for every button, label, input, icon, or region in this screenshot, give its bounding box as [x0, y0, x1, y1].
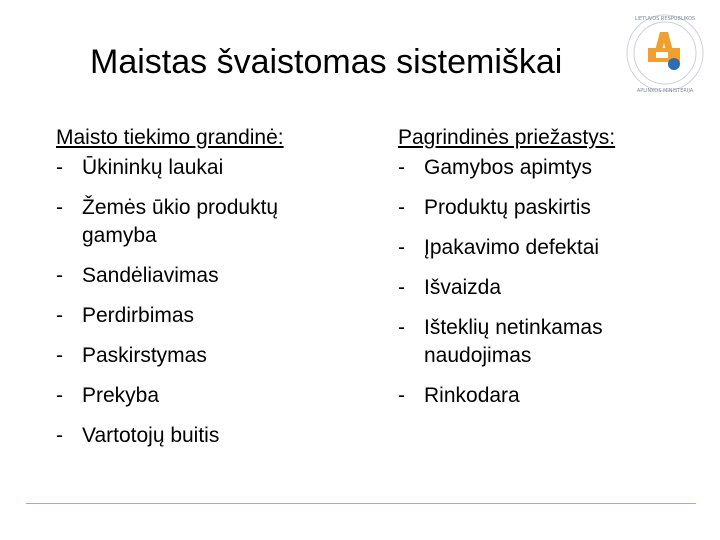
list-item — [56, 194, 356, 250]
list-item — [56, 302, 356, 330]
bullet-dash: - — [398, 236, 405, 259]
bullet-dash: - — [398, 196, 405, 219]
list-item-text: Išvaizda — [424, 276, 502, 299]
list-item-text: Ūkininkų laukai — [82, 156, 224, 179]
list-item — [398, 154, 698, 182]
list-item — [398, 234, 698, 262]
main-causes-column — [398, 124, 698, 422]
list-item — [398, 194, 698, 222]
list-item-text: Gamybos apimtys — [424, 156, 593, 179]
list-item — [398, 274, 698, 302]
bullet-dash: - — [398, 276, 405, 299]
list-item — [398, 314, 698, 370]
bullet-dash: - — [56, 304, 63, 327]
list-item — [56, 154, 356, 182]
bullet-dash: - — [56, 196, 63, 219]
list-item-text: Vartotojų buitis — [82, 424, 220, 447]
list-item-text: Paskirstymas — [82, 344, 207, 367]
list-item-text: Sandėliavimas — [82, 264, 219, 287]
supply-chain-heading: Maisto tiekimo grandinė: — [56, 126, 284, 149]
list-item-text: Produktų paskirtis — [424, 196, 591, 219]
main-causes-heading: Pagrindinės priežastys: — [398, 126, 616, 149]
bullet-dash: - — [398, 384, 405, 407]
list-item-text: Žemės ūkio produktų gamyba — [82, 196, 279, 247]
list-item-text: Įpakavimo defektai — [424, 236, 600, 259]
bullet-dash: - — [56, 264, 63, 287]
bullet-dash: - — [56, 156, 63, 179]
list-item — [56, 342, 356, 370]
ministry-logo — [622, 10, 708, 96]
bullet-dash: - — [398, 316, 405, 339]
list-item-text: Rinkodara — [424, 384, 520, 407]
footer-divider — [26, 503, 696, 504]
supply-chain-column — [56, 124, 356, 462]
bullet-dash: - — [56, 424, 63, 447]
svg-text:APLINKOS MINISTERIJA: APLINKOS MINISTERIJA — [636, 88, 694, 94]
list-item — [56, 382, 356, 410]
list-item — [398, 382, 698, 410]
list-item — [56, 262, 356, 290]
list-item — [56, 422, 356, 450]
svg-text:LIETUVOS RESPUBLIKOS: LIETUVOS RESPUBLIKOS — [634, 16, 696, 22]
list-item-text: Išteklių netinkamas naudojimas — [424, 316, 603, 367]
bullet-dash: - — [56, 384, 63, 407]
list-item-text: Prekyba — [82, 384, 160, 407]
bullet-dash: - — [56, 344, 63, 367]
bullet-dash: - — [398, 156, 405, 179]
slide-title: Maistas švaistomas sistemiškai — [90, 43, 563, 81]
list-item-text: Perdirbimas — [82, 304, 195, 327]
